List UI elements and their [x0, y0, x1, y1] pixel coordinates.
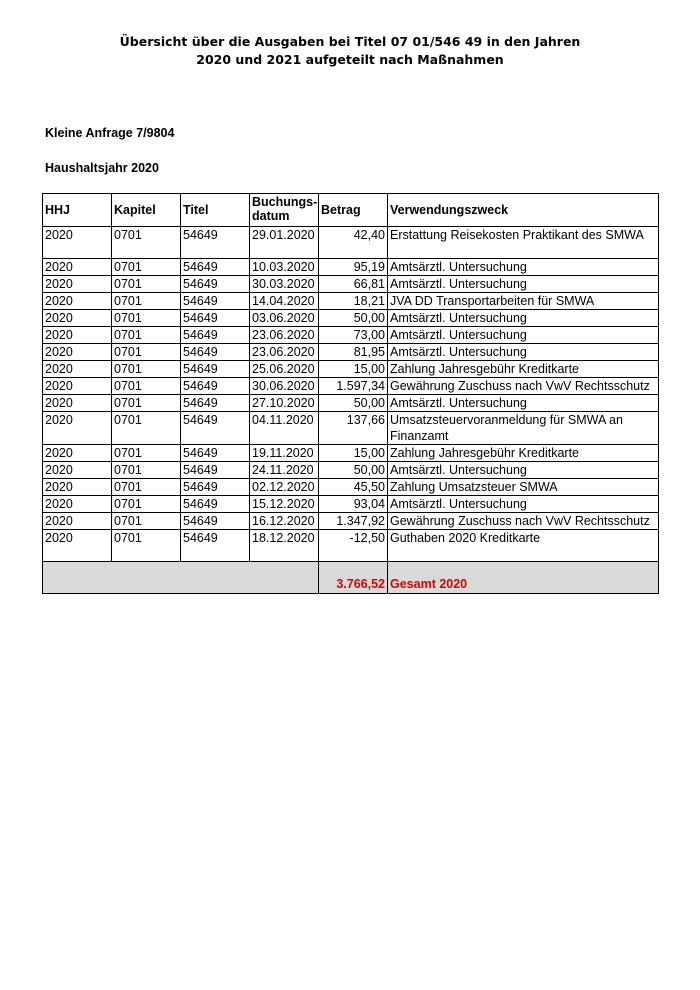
- cell-hhj: 2020: [43, 462, 112, 479]
- cell-titel: 54649: [181, 344, 250, 361]
- cell-verwendungszweck: JVA DD Transportarbeiten für SMWA: [388, 293, 659, 310]
- cell-betrag: 95,19: [319, 259, 388, 276]
- header-kapitel: Kapitel: [112, 194, 181, 227]
- cell-verwendungszweck: Zahlung Jahresgebühr Kreditkarte: [388, 361, 659, 378]
- cell-titel: 54649: [181, 276, 250, 293]
- cell-buchungsdatum: 27.10.2020: [250, 395, 319, 412]
- table-row: [43, 310, 659, 327]
- cell-hhj: 2020: [43, 259, 112, 276]
- cell-kapitel: 0701: [112, 361, 181, 378]
- cell-kapitel: 0701: [112, 395, 181, 412]
- cell-kapitel: 0701: [112, 310, 181, 327]
- cell-hhj: 2020: [43, 344, 112, 361]
- cell-betrag: 81,95: [319, 344, 388, 361]
- cell-hhj: 2020: [43, 445, 112, 462]
- table-row: [43, 462, 659, 479]
- cell-kapitel: 0701: [112, 259, 181, 276]
- cell-titel: 54649: [181, 496, 250, 513]
- cell-titel: 54649: [181, 327, 250, 344]
- total-label: Gesamt 2020: [388, 562, 659, 594]
- cell-verwendungszweck: Zahlung Umsatzsteuer SMWA: [388, 479, 659, 496]
- header-buchungsdatum: [250, 194, 319, 227]
- table-row: [43, 259, 659, 276]
- table-row: [43, 445, 659, 462]
- cell-hhj: 2020: [43, 530, 112, 562]
- cell-buchungsdatum: 29.01.2020: [250, 227, 319, 259]
- cell-kapitel: 0701: [112, 344, 181, 361]
- cell-titel: 54649: [181, 310, 250, 327]
- cell-betrag: 66,81: [319, 276, 388, 293]
- cell-kapitel: 0701: [112, 530, 181, 562]
- cell-kapitel: 0701: [112, 496, 181, 513]
- title-line-1: Übersicht über die Ausgaben bei Titel 07 01/546 49 in den Jahren: [119, 34, 581, 49]
- table-row: [43, 276, 659, 293]
- expenses-table: [42, 193, 659, 594]
- total-row: [43, 562, 659, 594]
- document-title: [0, 33, 700, 69]
- header-titel: Titel: [181, 194, 250, 227]
- cell-kapitel: 0701: [112, 479, 181, 496]
- cell-titel: 54649: [181, 530, 250, 562]
- header-buchungsdatum-line1: Buchungs-: [252, 195, 318, 209]
- cell-verwendungszweck: Amtsärztl. Untersuchung: [388, 496, 659, 513]
- cell-buchungsdatum: 18.12.2020: [250, 530, 319, 562]
- cell-buchungsdatum: 23.06.2020: [250, 344, 319, 361]
- cell-hhj: 2020: [43, 310, 112, 327]
- cell-verwendungszweck: Amtsärztl. Untersuchung: [388, 259, 659, 276]
- cell-verwendungszweck: Amtsärztl. Untersuchung: [388, 327, 659, 344]
- table-row: [43, 227, 659, 259]
- cell-hhj: 2020: [43, 276, 112, 293]
- cell-titel: 54649: [181, 378, 250, 395]
- table-row: [43, 293, 659, 310]
- table-row: [43, 378, 659, 395]
- table-row: [43, 479, 659, 496]
- header-verwendungszweck: Verwendungszweck: [388, 194, 659, 227]
- cell-buchungsdatum: 10.03.2020: [250, 259, 319, 276]
- cell-betrag: -12,50: [319, 530, 388, 562]
- cell-hhj: 2020: [43, 293, 112, 310]
- cell-betrag: 18,21: [319, 293, 388, 310]
- cell-betrag: 15,00: [319, 361, 388, 378]
- cell-hhj: 2020: [43, 227, 112, 259]
- cell-verwendungszweck: Amtsärztl. Untersuchung: [388, 344, 659, 361]
- cell-hhj: 2020: [43, 395, 112, 412]
- cell-verwendungszweck: Erstattung Reisekosten Praktikant des SMWA: [388, 227, 659, 259]
- cell-buchungsdatum: 24.11.2020: [250, 462, 319, 479]
- cell-buchungsdatum: 25.06.2020: [250, 361, 319, 378]
- cell-betrag: 15,00: [319, 445, 388, 462]
- cell-betrag: 50,00: [319, 310, 388, 327]
- cell-verwendungszweck: Amtsärztl. Untersuchung: [388, 310, 659, 327]
- cell-titel: 54649: [181, 227, 250, 259]
- cell-buchungsdatum: 23.06.2020: [250, 327, 319, 344]
- cell-betrag: 42,40: [319, 227, 388, 259]
- cell-titel: 54649: [181, 395, 250, 412]
- cell-titel: 54649: [181, 445, 250, 462]
- cell-titel: 54649: [181, 293, 250, 310]
- cell-verwendungszweck: Zahlung Jahresgebühr Kreditkarte: [388, 445, 659, 462]
- cell-betrag: 73,00: [319, 327, 388, 344]
- cell-hhj: 2020: [43, 412, 112, 445]
- cell-titel: 54649: [181, 462, 250, 479]
- cell-hhj: 2020: [43, 361, 112, 378]
- cell-hhj: 2020: [43, 479, 112, 496]
- cell-hhj: 2020: [43, 496, 112, 513]
- cell-betrag: 93,04: [319, 496, 388, 513]
- cell-verwendungszweck: Amtsärztl. Untersuchung: [388, 462, 659, 479]
- cell-hhj: 2020: [43, 378, 112, 395]
- cell-verwendungszweck: Guthaben 2020 Kreditkarte: [388, 530, 659, 562]
- cell-titel: 54649: [181, 259, 250, 276]
- cell-kapitel: 0701: [112, 293, 181, 310]
- cell-titel: 54649: [181, 412, 250, 445]
- table-row: [43, 412, 659, 445]
- table-row: [43, 513, 659, 530]
- table-row: [43, 395, 659, 412]
- cell-verwendungszweck: Umsatzsteuervoranmeldung für SMWA an Finanzamt: [388, 412, 659, 445]
- cell-kapitel: 0701: [112, 462, 181, 479]
- cell-verwendungszweck: Gewährung Zuschuss nach VwV Rechtsschutz: [388, 378, 659, 395]
- cell-buchungsdatum: 14.04.2020: [250, 293, 319, 310]
- cell-verwendungszweck: Gewährung Zuschuss nach VwV Rechtsschutz: [388, 513, 659, 530]
- cell-buchungsdatum: 30.03.2020: [250, 276, 319, 293]
- cell-verwendungszweck: Amtsärztl. Untersuchung: [388, 276, 659, 293]
- cell-betrag: 1.597,34: [319, 378, 388, 395]
- cell-kapitel: 0701: [112, 327, 181, 344]
- title-line-2: 2020 und 2021 aufgeteilt nach Maßnahmen: [196, 52, 504, 67]
- cell-buchungsdatum: 30.06.2020: [250, 378, 319, 395]
- cell-hhj: 2020: [43, 513, 112, 530]
- table-row: [43, 327, 659, 344]
- cell-kapitel: 0701: [112, 227, 181, 259]
- cell-buchungsdatum: 02.12.2020: [250, 479, 319, 496]
- cell-betrag: 137,66: [319, 412, 388, 445]
- cell-kapitel: 0701: [112, 276, 181, 293]
- total-betrag: 3.766,52: [319, 562, 388, 594]
- header-hhj: HHJ: [43, 194, 112, 227]
- cell-hhj: 2020: [43, 327, 112, 344]
- cell-buchungsdatum: 04.11.2020: [250, 412, 319, 445]
- table-row: [43, 496, 659, 513]
- table-row: [43, 344, 659, 361]
- total-spacer: [43, 562, 319, 594]
- cell-titel: 54649: [181, 361, 250, 378]
- cell-buchungsdatum: 03.06.2020: [250, 310, 319, 327]
- cell-titel: 54649: [181, 479, 250, 496]
- haushaltsjahr-heading: Haushaltsjahr 2020: [45, 161, 159, 175]
- cell-titel: 54649: [181, 513, 250, 530]
- cell-kapitel: 0701: [112, 378, 181, 395]
- cell-buchungsdatum: 19.11.2020: [250, 445, 319, 462]
- anfrage-heading: Kleine Anfrage 7/9804: [45, 126, 175, 140]
- cell-kapitel: 0701: [112, 412, 181, 445]
- cell-betrag: 1.347,92: [319, 513, 388, 530]
- cell-kapitel: 0701: [112, 513, 181, 530]
- table-row: [43, 530, 659, 562]
- cell-betrag: 45,50: [319, 479, 388, 496]
- header-buchungsdatum-line2: datum: [252, 209, 290, 223]
- cell-betrag: 50,00: [319, 395, 388, 412]
- cell-buchungsdatum: 15.12.2020: [250, 496, 319, 513]
- cell-betrag: 50,00: [319, 462, 388, 479]
- header-betrag: Betrag: [319, 194, 388, 227]
- table-header-row: [43, 194, 659, 227]
- table-row: [43, 361, 659, 378]
- cell-verwendungszweck: Amtsärztl. Untersuchung: [388, 395, 659, 412]
- cell-buchungsdatum: 16.12.2020: [250, 513, 319, 530]
- cell-kapitel: 0701: [112, 445, 181, 462]
